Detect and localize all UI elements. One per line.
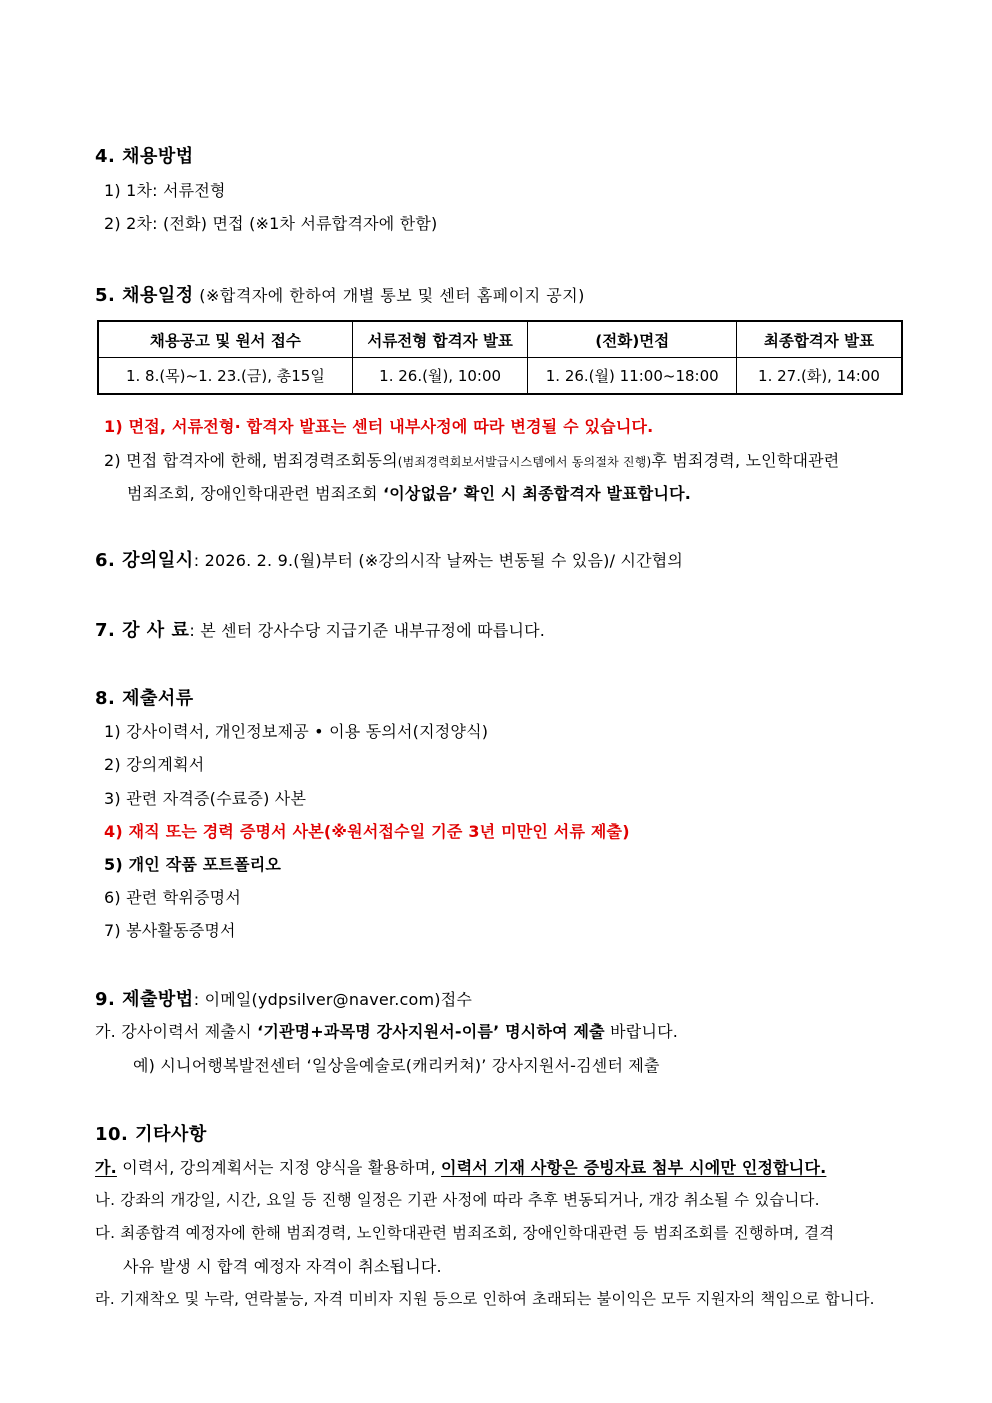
section-4-title: 4. 채용방법: [95, 146, 194, 167]
schedule-table: [97, 320, 903, 395]
s5-note-2-line-1: [104, 448, 839, 471]
s10-ga-label: 가.: [95, 1158, 117, 1177]
s5-note-1: 1) 면접, 서류전형· 합격자 발표는 센터 내부사정에 따라 변경될 수 있습니다.: [104, 417, 654, 436]
schedule-value-cell: 1. 8.(목)~1. 23.(금), 총15일: [98, 358, 352, 395]
section-7-title: 7. 강 사 료: [95, 620, 190, 641]
s8-item-5: 5) 개인 작품 포트폴리오: [104, 855, 282, 874]
s10-da-2: 사유 발생 시 합격 예정자 자격이 취소됩니다.: [123, 1257, 442, 1276]
schedule-value-cell: 1. 26.(월), 10:00: [352, 358, 528, 395]
s8-item-4: 4) 재직 또는 경력 증명서 사본(※원서접수일 기준 3년 미만인 서류 제출): [104, 822, 630, 841]
s5-note-2a: 2) 면접 합격자에 한해, 범죄경력조회동의: [104, 451, 398, 470]
s9-ga-c: 바랍니다.: [604, 1022, 679, 1041]
section-5-title: [95, 281, 585, 307]
s9-ga-a: 가. 강사이력서 제출시: [95, 1022, 258, 1041]
s5-note-2d: 범죄조회, 장애인학대관련 범죄조회: [127, 484, 383, 503]
s9-ga-b: ‘기관명+과목명 강사지원서-이름’ 명시하여 제출: [257, 1022, 605, 1041]
s5-note-2c: 후 범죄경력, 노인학대관련: [651, 451, 840, 470]
s8-item-7: 7) 봉사활동증명서: [104, 921, 236, 940]
schedule-header-cell: 최종합격자 발표: [737, 321, 903, 358]
s8-item-3: 3) 관련 자격증(수료증) 사본: [104, 789, 307, 808]
s10-ra: 라. 기재착오 및 누락, 연락불능, 자격 미비자 지원 등으로 인하여 초래되는 불이익은 모두 지원자의 책임으로 합니다.: [95, 1290, 875, 1308]
section-6-title: 6. 강의일시: [95, 550, 194, 571]
schedule-header-cell: 채용공고 및 원서 접수: [98, 321, 352, 358]
schedule-header-row: [98, 321, 902, 358]
section-9-body: : 이메일(ydpsilver@naver.com)접수: [193, 990, 473, 1009]
section-6: [95, 546, 683, 572]
section-7: [95, 616, 545, 642]
s5-note-2e: ‘이상없음’ 확인 시 최종합격자 발표합니다.: [382, 484, 692, 503]
s8-item-6: 6) 관련 학위증명서: [104, 888, 241, 907]
s5-note-2b: (범죄경력회보서발급시스템에서 동의절차 진행): [397, 455, 652, 469]
schedule-value-cell: 1. 26.(월) 11:00~18:00: [528, 358, 737, 395]
schedule-header-cell: 서류전형 합격자 발표: [352, 321, 528, 358]
s9-ga: [95, 1019, 678, 1042]
schedule-header-cell: (전화)면접: [528, 321, 737, 358]
s4-item-2: 2) 2차: (전화) 면접 (※1차 서류합격자에 한함): [104, 214, 438, 233]
s10-da-1: 다. 최종합격 예정자에 한해 범죄경력, 노인학대관련 범죄조회, 장애인학대관련 등 범죄조회를 진행하며, 결격: [95, 1224, 835, 1242]
s9-example: 예) 시니어행복발전센터 ‘일상을예술로(캐리커쳐)’ 강사지원서-김센터 제출: [133, 1056, 660, 1075]
s5-note-2-line-2: [127, 481, 691, 504]
s5-title-note: (※합격자에 한하여 개별 통보 및 센터 홈페이지 공지): [193, 286, 585, 305]
section-6-body: : 2026. 2. 9.(월)부터 (※강의시작 날짜는 변동될 수 있음)/ 시간협의: [193, 551, 684, 570]
section-7-body: : 본 센터 강사수당 지급기준 내부규정에 따릅니다.: [189, 621, 546, 640]
s4-item-1: 1) 1차: 서류전형: [104, 181, 226, 200]
section-9-title: 9. 제출방법: [95, 989, 194, 1010]
s10-ga: [95, 1155, 826, 1178]
section-10-title: 10. 기타사항: [95, 1124, 207, 1145]
s8-item-2: 2) 강의계획서: [104, 755, 205, 774]
s10-ga-b: 이력서 기재 사항은 증빙자료 첨부 시에만 인정합니다.: [441, 1158, 827, 1177]
s8-item-1: 1) 강사이력서, 개인정보제공 • 이용 동의서(지정양식): [104, 722, 489, 741]
section-8-title: 8. 제출서류: [95, 688, 194, 709]
section-9: [95, 985, 472, 1011]
s10-na: 나. 강좌의 개강일, 시간, 요일 등 진행 일정은 기관 사정에 따라 추후 변동되거나, 개강 취소될 수 있습니다.: [95, 1191, 820, 1209]
s5-title-text: 5. 채용일정: [95, 285, 194, 306]
s10-ga-a: 이력서, 강의계획서는 지정 양식을 활용하며,: [116, 1158, 442, 1177]
schedule-value-row: [98, 358, 902, 395]
schedule-value-cell: 1. 27.(화), 14:00: [737, 358, 903, 395]
